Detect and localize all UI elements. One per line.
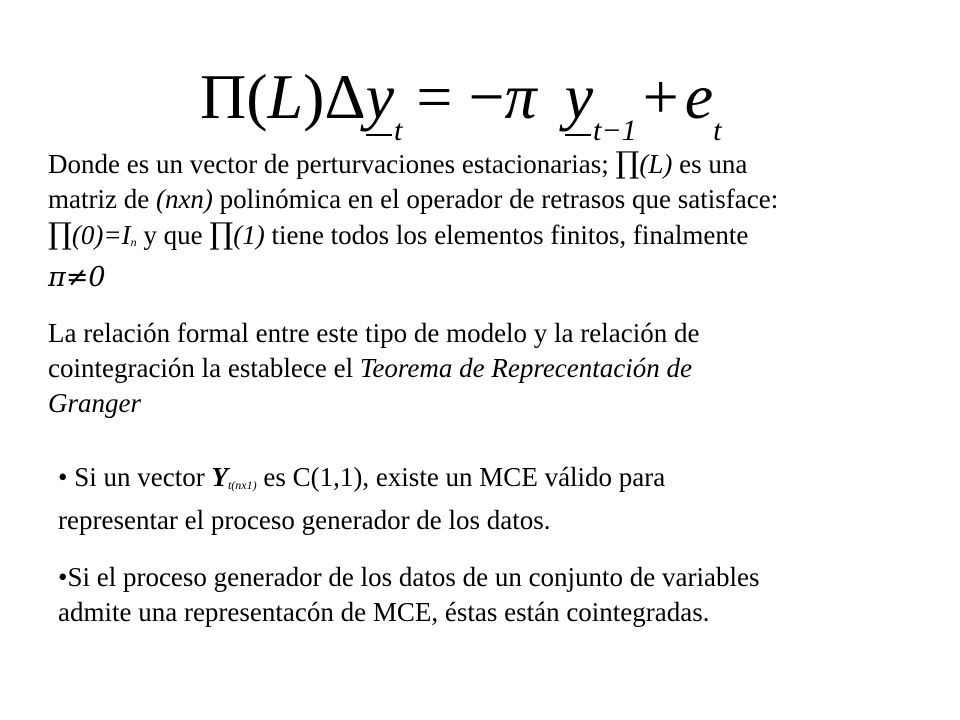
text: tiene todos los elementos finitos, finalmente xyxy=(264,220,749,250)
eq-y-vector: y xyxy=(365,61,394,132)
granger-line-2 xyxy=(48,351,699,386)
eq-L: L xyxy=(267,61,304,132)
text: es C(1,1), existe un MCE válido para xyxy=(256,462,666,492)
pi-not-zero: π≠0 xyxy=(48,262,106,293)
eq-sub-t2: t xyxy=(713,114,722,147)
eq-sub-t-minus-1: t−1 xyxy=(593,114,637,147)
text: (nxn) xyxy=(155,184,213,214)
vecm-equation xyxy=(200,61,760,147)
text: (0)=I xyxy=(71,220,131,250)
eq-plus: + xyxy=(642,61,679,132)
text: (L) xyxy=(639,149,673,179)
text: cointegración la establece el xyxy=(48,353,360,383)
vector-Y: Y xyxy=(211,462,228,492)
text: y que xyxy=(136,220,210,250)
bullet-2 xyxy=(58,560,760,630)
pi-product-symbol: ∏ xyxy=(48,217,72,252)
text: Donde es un vector de perturvaciones estacionarias; xyxy=(48,149,616,179)
definition-paragraph xyxy=(48,146,778,295)
bullet-1-line-1 xyxy=(58,460,665,503)
eq-delta: Δ xyxy=(324,61,366,132)
eq-capital-pi: Π xyxy=(200,61,247,132)
granger-line-3: Granger xyxy=(48,388,141,418)
eq-y-lag-vector: y xyxy=(564,61,593,132)
text: matriz de xyxy=(48,184,156,214)
bullet-1 xyxy=(58,460,665,538)
granger-paragraph xyxy=(48,316,699,421)
text: es una xyxy=(672,149,748,179)
eq-e: e xyxy=(684,61,714,132)
pi-product-symbol: ∏ xyxy=(209,217,234,252)
theorem-name: Teorema de Reprecentación de xyxy=(359,353,692,383)
granger-line-1: La relación formal entre este tipo de modelo y la relación de xyxy=(48,318,700,348)
definition-line-2 xyxy=(48,182,778,217)
pi-product-symbol: ∏ xyxy=(615,146,640,181)
definition-line-3 xyxy=(48,217,778,260)
text: polinómica en el operador de retrasos que satisface: xyxy=(212,184,779,214)
subscript: n xyxy=(130,235,137,249)
bullet-2-line-1: •Si el proceso generador de los datos de un conjunto de variables xyxy=(58,562,760,592)
eq-pi: π xyxy=(504,61,537,132)
text: • Si un vector xyxy=(58,462,212,492)
eq-sub-t: t xyxy=(394,114,403,147)
eq-lparen: ( xyxy=(246,61,268,132)
definition-line-1 xyxy=(48,146,778,182)
eq-rparen: ) xyxy=(303,61,325,132)
definition-line-4 xyxy=(48,260,778,295)
eq-equals-minus: = − xyxy=(416,61,505,132)
bullet-1-line-2: representar el proceso generador de los datos. xyxy=(58,505,551,535)
subscript: t(nx1) xyxy=(227,478,257,492)
bullet-2-line-2: admite una representacón de MCE, éstas están cointegradas. xyxy=(58,597,710,627)
text: (1) xyxy=(233,220,265,250)
